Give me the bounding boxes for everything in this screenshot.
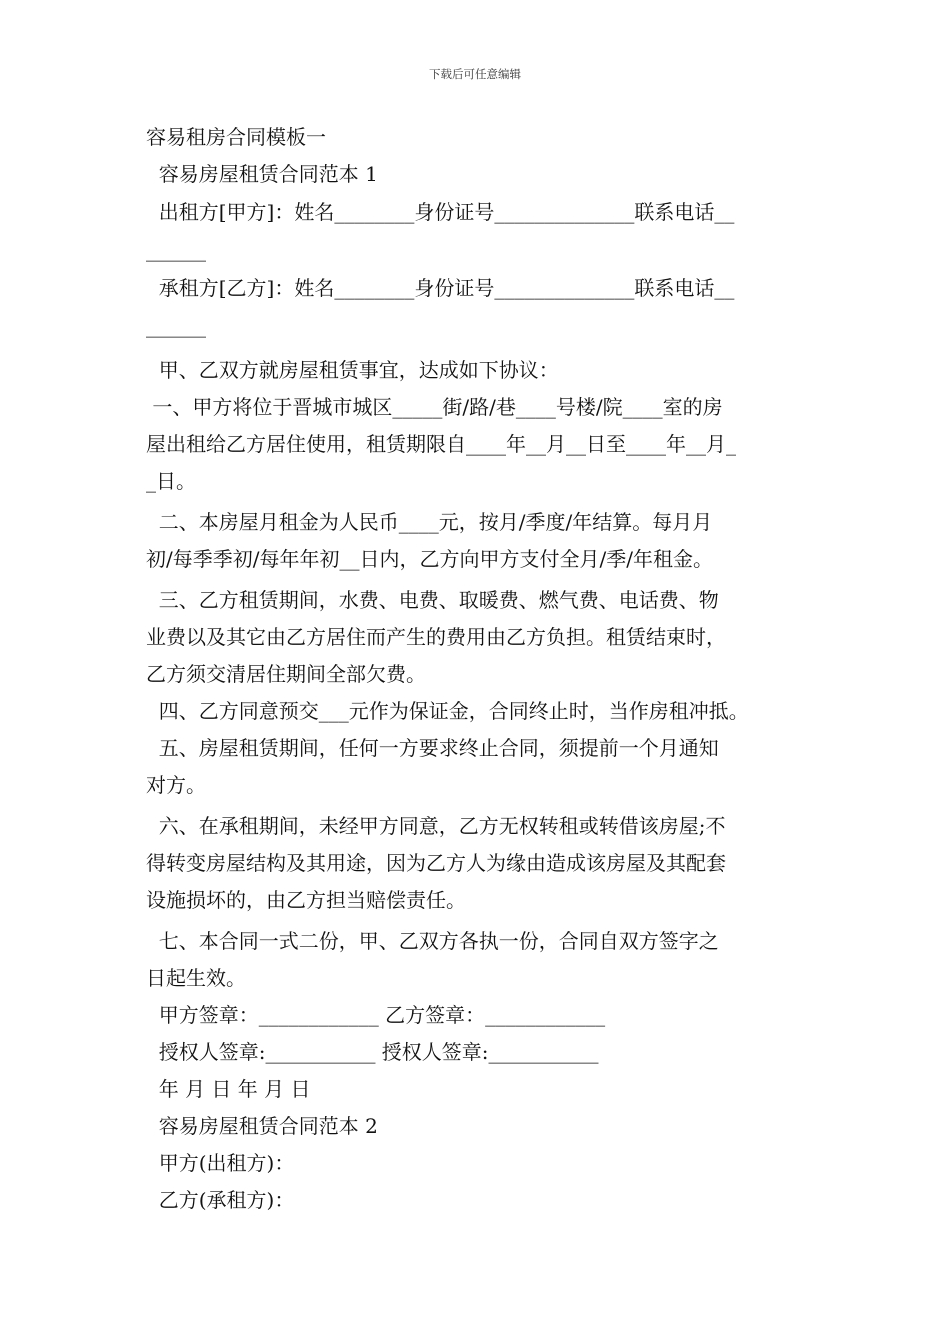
contract-body xyxy=(146,119,826,1219)
lessee-info-cont: ______ xyxy=(146,314,206,338)
clause-2: 二、本房屋月租金为人民币____元，按月/季度/年结算。每月月 xyxy=(146,510,713,534)
lessor-info: 出租方[甲方]：姓名________身份证号______________联系电话__ xyxy=(146,200,735,224)
clause-4: 四、乙方同意预交___元作为保证金，合同终止时，当作房租冲抵。 xyxy=(146,699,749,723)
clause-1-cont: 屋出租给乙方居住使用，租赁期限自____年__月__日至____年__月_ xyxy=(146,432,736,456)
clause-5: 五、房屋租赁期间，任何一方要求终止合同，须提前一个月通知 xyxy=(146,736,719,760)
date-line: 年 月 日 年 月 日 xyxy=(146,1077,311,1101)
agreement-intro: 甲、乙双方就房屋租赁事宜，达成如下协议： xyxy=(146,358,559,382)
authorized-signature-line: 授权人签章:___________ 授权人签章:___________ xyxy=(146,1040,599,1064)
clause-5-cont: 对方。 xyxy=(146,773,206,797)
clause-3-cont: 乙方须交清居住期间全部欠费。 xyxy=(146,662,426,686)
clause-3-cont: 业费以及其它由乙方居住而产生的费用由乙方负担。租赁结束时， xyxy=(146,625,726,649)
clause-6-cont: 得转变房屋结构及其用途，因为乙方人为缘由造成该房屋及其配套 xyxy=(146,851,726,875)
signature-line: 甲方签章：____________ 乙方签章：____________ xyxy=(146,1003,606,1027)
clause-1-cont: _日。 xyxy=(146,469,196,493)
clause-6-cont: 设施损坏的，由乙方担当赔偿责任。 xyxy=(146,888,466,912)
party-a-line: 甲方(出租方)： xyxy=(146,1151,295,1175)
lessor-info-cont: ______ xyxy=(146,238,206,262)
document-title: 容易租房合同模板一 xyxy=(146,125,326,149)
party-b-line: 乙方(承租方)： xyxy=(146,1188,295,1212)
clause-2-cont: 初/每季季初/每年年初__日内，乙方向甲方支付全月/季/年租金。 xyxy=(146,547,713,571)
clause-6: 六、在承租期间，未经甲方同意，乙方无权转租或转借该房屋;不 xyxy=(146,814,726,838)
clause-7-cont: 日起生效。 xyxy=(146,966,246,990)
clause-3: 三、乙方租赁期间，水费、电费、取暖费、燃气费、电话费、物 xyxy=(146,588,719,612)
contract-subtitle-2: 容易房屋租赁合同范本 2 xyxy=(146,1114,378,1138)
lessee-info: 承租方[乙方]：姓名________身份证号______________联系电话__ xyxy=(146,276,735,300)
clause-7: 七、本合同一式二份，甲、乙双方各执一份，合同自双方签字之 xyxy=(146,929,719,953)
page-header: 下载后可任意编辑 xyxy=(429,67,521,81)
clause-1: 一、甲方将位于晋城市城区_____街/路/巷____号楼/院____室的房 xyxy=(146,395,723,419)
contract-subtitle: 容易房屋租赁合同范本 1 xyxy=(146,162,378,186)
